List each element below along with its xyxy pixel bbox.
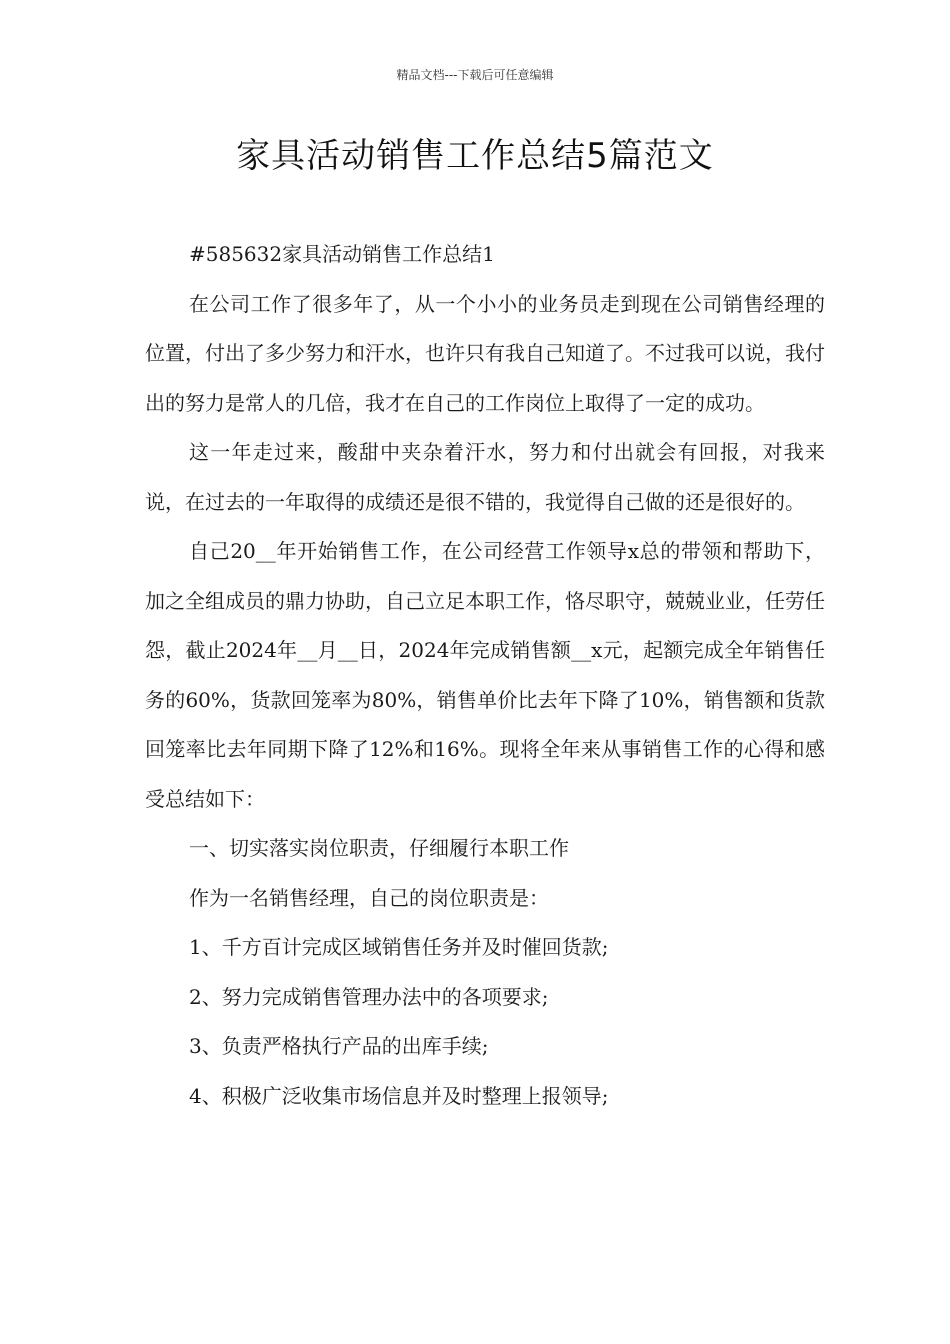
document-body bbox=[145, 230, 825, 1121]
paragraph: 作为一名销售经理，自己的岗位职责是： bbox=[189, 885, 549, 910]
section-heading: #585632家具活动销售工作总结1 bbox=[189, 242, 495, 266]
paragraph: 自己20__年开始销售工作，在公司经营工作领导x总的带领和帮助下，加之全组成员的鼎力协助，自己立足本职工作，恪尽职守，兢兢业业，任劳任怨，截止2024年__月__日，2024年完成销售额__x元，起额完成全年销售任务的60%，货款回笼率为80%，销售单价比去年下降了10%，销售额和货款回笼率比去年同期下降了12%和16%。现将全年来从事销售工作的心得和感受总结如下： bbox=[145, 539, 825, 811]
list-item: 1、千方百计完成区域销售任务并及时催回货款; bbox=[189, 935, 609, 959]
list-item: 3、负责严格执行产品的出库手续; bbox=[189, 1034, 489, 1058]
subsection-heading: 一、切实落实岗位职责，仔细履行本职工作 bbox=[189, 836, 569, 860]
paragraph: 在公司工作了很多年了，从一个小小的业务员走到现在公司销售经理的位置，付出了多少努力和汗水，也许只有我自己知道了。不过我可以说，我付出的努力是常人的几倍，我才在自己的工作岗位上取得了一定的成功。 bbox=[145, 291, 825, 415]
list-item: 2、努力完成销售管理办法中的各项要求; bbox=[189, 984, 549, 1009]
document-title: 家具活动销售工作总结5篇范文 bbox=[236, 136, 714, 176]
paragraph: 这一年走过来，酸甜中夹杂着汗水，努力和付出就会有回报，对我来说，在过去的一年取得的成绩还是很不错的，我觉得自己做的还是很好的。 bbox=[145, 440, 825, 514]
header-note: 精品文档---下载后可任意编辑 bbox=[396, 68, 554, 82]
list-item: 4、积极广泛收集市场信息并及时整理上报领导; bbox=[189, 1083, 609, 1108]
